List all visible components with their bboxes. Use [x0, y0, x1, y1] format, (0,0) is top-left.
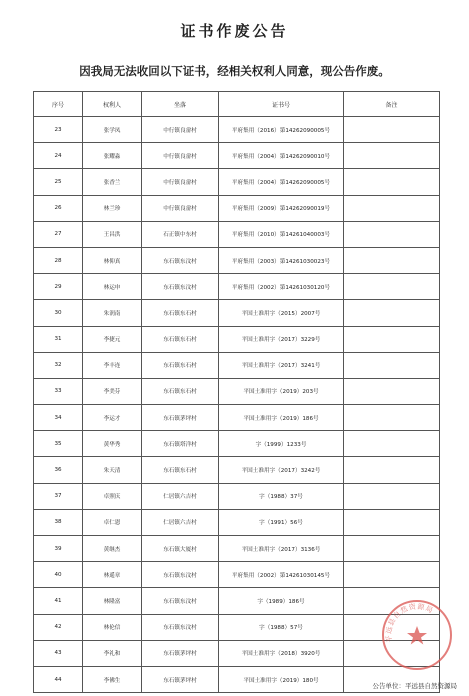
cell-remarks	[344, 274, 440, 300]
cell-index: 24	[34, 143, 83, 169]
cell-certificate-number: 平国土准用字（2018）3920号	[219, 640, 344, 666]
cell-owner: 林运申	[83, 274, 142, 300]
cell-certificate-number: 字（1991）56号	[219, 509, 344, 535]
cell-certificate-number: 平府集用（2016）第14262090005号	[219, 117, 344, 143]
cell-location: 中行镇良畲村	[142, 117, 219, 143]
table-row	[34, 588, 440, 614]
cell-certificate-number: 平国土准用字（2019）186号	[219, 405, 344, 431]
cell-index: 38	[34, 509, 83, 535]
cell-owner: 李丰连	[83, 352, 142, 378]
cell-remarks	[344, 536, 440, 562]
cell-index: 31	[34, 326, 83, 352]
cell-certificate-number: 字（1988）37号	[219, 483, 344, 509]
cell-location: 东石镇东石村	[142, 300, 219, 326]
table-body	[34, 117, 440, 693]
cell-index: 25	[34, 169, 83, 195]
cell-remarks	[344, 169, 440, 195]
header-location: 坐落	[142, 92, 219, 117]
cell-remarks	[344, 221, 440, 247]
cell-certificate-number: 平国土准用字（2017）3136号	[219, 536, 344, 562]
cell-index: 43	[34, 640, 83, 666]
cell-index: 44	[34, 666, 83, 692]
cell-owner: 林隆富	[83, 588, 142, 614]
cell-location: 东石镇东汶村	[142, 588, 219, 614]
table-row	[34, 117, 440, 143]
cell-certificate-number: 平国土准用字（2019）180号	[219, 666, 344, 692]
cell-index: 36	[34, 457, 83, 483]
cell-certificate-number: 平国土准用字（2019）203号	[219, 378, 344, 404]
cell-remarks	[344, 378, 440, 404]
header-owner: 权利人	[83, 92, 142, 117]
cell-owner: 林兰珍	[83, 195, 142, 221]
cell-location: 中行镇良畲村	[142, 143, 219, 169]
cell-index: 30	[34, 300, 83, 326]
table-header-row	[34, 92, 440, 117]
cell-owner: 林遥章	[83, 562, 142, 588]
cell-owner: 王昌洪	[83, 221, 142, 247]
cell-location: 东石镇东石村	[142, 326, 219, 352]
table-row	[34, 405, 440, 431]
cell-location: 东石镇东汶村	[142, 247, 219, 273]
table-row	[34, 326, 440, 352]
cell-certificate-number: 平国土准用字（2015）2007号	[219, 300, 344, 326]
cell-owner: 黄华秀	[83, 431, 142, 457]
table-row	[34, 483, 440, 509]
header-index: 序号	[34, 92, 83, 117]
cell-location: 东石镇东石村	[142, 352, 219, 378]
certificate-table	[33, 91, 440, 693]
cell-owner: 朱天清	[83, 457, 142, 483]
cell-remarks	[344, 562, 440, 588]
cell-owner: 朱润南	[83, 300, 142, 326]
cell-owner: 卓仁恩	[83, 509, 142, 535]
cell-index: 29	[34, 274, 83, 300]
cell-owner: 卓照庆	[83, 483, 142, 509]
cell-remarks	[344, 247, 440, 273]
notice-statement: 因我局无法收回以下证书，经相关权利人同意，现公告作废。	[79, 64, 390, 78]
cell-index: 32	[34, 352, 83, 378]
cell-index: 37	[34, 483, 83, 509]
cell-index: 26	[34, 195, 83, 221]
cell-certificate-number: 平府集用（2009）第14262090019号	[219, 195, 344, 221]
table-row	[34, 221, 440, 247]
cell-certificate-number: 平府集用（2004）第14262090005号	[219, 169, 344, 195]
cell-location: 东石镇大厦村	[142, 536, 219, 562]
cell-remarks	[344, 431, 440, 457]
cell-owner: 张学凤	[83, 117, 142, 143]
cell-location: 东石镇东石村	[142, 378, 219, 404]
cell-remarks	[344, 457, 440, 483]
table-row	[34, 247, 440, 273]
cell-remarks	[344, 143, 440, 169]
cell-certificate-number: 字（1999）1233号	[219, 431, 344, 457]
issuer-footer: 公告单位：平远县自然资源局	[372, 682, 457, 690]
seal-text: 平远县自然资源局	[384, 602, 435, 643]
header-remarks: 备注	[344, 92, 440, 117]
cell-owner: 李美芬	[83, 378, 142, 404]
table-row	[34, 431, 440, 457]
cell-remarks	[344, 352, 440, 378]
cell-owner: 李礼和	[83, 640, 142, 666]
header-certificate-number: 证书号	[219, 92, 344, 117]
cell-index: 33	[34, 378, 83, 404]
cell-certificate-number: 字（1988）57号	[219, 614, 344, 640]
cell-location: 东石镇东汶村	[142, 274, 219, 300]
cell-certificate-number: 平国土准用字（2017）3229号	[219, 326, 344, 352]
cell-location: 东石镇茅坪村	[142, 405, 219, 431]
cell-location: 仁居镇六吉村	[142, 509, 219, 535]
cell-location: 石正镇中东村	[142, 221, 219, 247]
cell-remarks	[344, 195, 440, 221]
cell-certificate-number: 平府集用（2002）第14261030120号	[219, 274, 344, 300]
cell-owner: 李捷元	[83, 326, 142, 352]
cell-owner: 李佛生	[83, 666, 142, 692]
table-row	[34, 352, 440, 378]
cell-remarks	[344, 300, 440, 326]
cell-index: 27	[34, 221, 83, 247]
svg-text:平远县自然资源局	[385, 602, 435, 643]
cell-location: 东石镇茅坪村	[142, 666, 219, 692]
cell-remarks	[344, 509, 440, 535]
table-row	[34, 274, 440, 300]
cell-remarks	[344, 326, 440, 352]
cell-remarks	[344, 405, 440, 431]
table-row	[34, 509, 440, 535]
cell-location: 东石镇东汶村	[142, 614, 219, 640]
table-row	[34, 378, 440, 404]
cell-index: 40	[34, 562, 83, 588]
official-seal-icon	[380, 598, 454, 672]
cell-index: 41	[34, 588, 83, 614]
cell-index: 42	[34, 614, 83, 640]
cell-index: 35	[34, 431, 83, 457]
cell-certificate-number: 平国土准用字（2017）3242号	[219, 457, 344, 483]
cell-index: 34	[34, 405, 83, 431]
cell-location: 东石镇东汶村	[142, 562, 219, 588]
cell-location: 东石镇茅坪村	[142, 640, 219, 666]
cell-certificate-number: 平府集用（2002）第14261030145号	[219, 562, 344, 588]
cell-remarks	[344, 117, 440, 143]
cell-location: 东石镇塔洋村	[142, 431, 219, 457]
cell-owner: 李运才	[83, 405, 142, 431]
cell-location: 中行镇良畲村	[142, 169, 219, 195]
cell-owner: 林仰真	[83, 247, 142, 273]
table-row	[34, 614, 440, 640]
cell-index: 39	[34, 536, 83, 562]
cell-owner: 张耀淼	[83, 143, 142, 169]
cell-certificate-number: 平府集用（2010）第14261040003号	[219, 221, 344, 247]
cell-index: 28	[34, 247, 83, 273]
cell-location: 仁居镇六吉村	[142, 483, 219, 509]
table-row	[34, 195, 440, 221]
cell-certificate-number: 平国土准用字（2017）3241号	[219, 352, 344, 378]
cell-owner: 黄继杰	[83, 536, 142, 562]
table-row	[34, 300, 440, 326]
cell-index: 23	[34, 117, 83, 143]
cell-certificate-number: 平府集用（2004）第14262090010号	[219, 143, 344, 169]
table-row	[34, 457, 440, 483]
cell-certificate-number: 字（1989）186号	[219, 588, 344, 614]
cell-remarks	[344, 483, 440, 509]
cell-location: 中行镇良畲村	[142, 195, 219, 221]
cell-owner: 张香兰	[83, 169, 142, 195]
table-row	[34, 640, 440, 666]
table-row	[34, 536, 440, 562]
cell-location: 东石镇东石村	[142, 457, 219, 483]
page-title: 证书作废公告	[180, 22, 289, 40]
table-row	[34, 562, 440, 588]
cell-certificate-number: 平府集用（2003）第14261030023号	[219, 247, 344, 273]
cell-owner: 林伦信	[83, 614, 142, 640]
table-row	[34, 169, 440, 195]
table-row	[34, 143, 440, 169]
